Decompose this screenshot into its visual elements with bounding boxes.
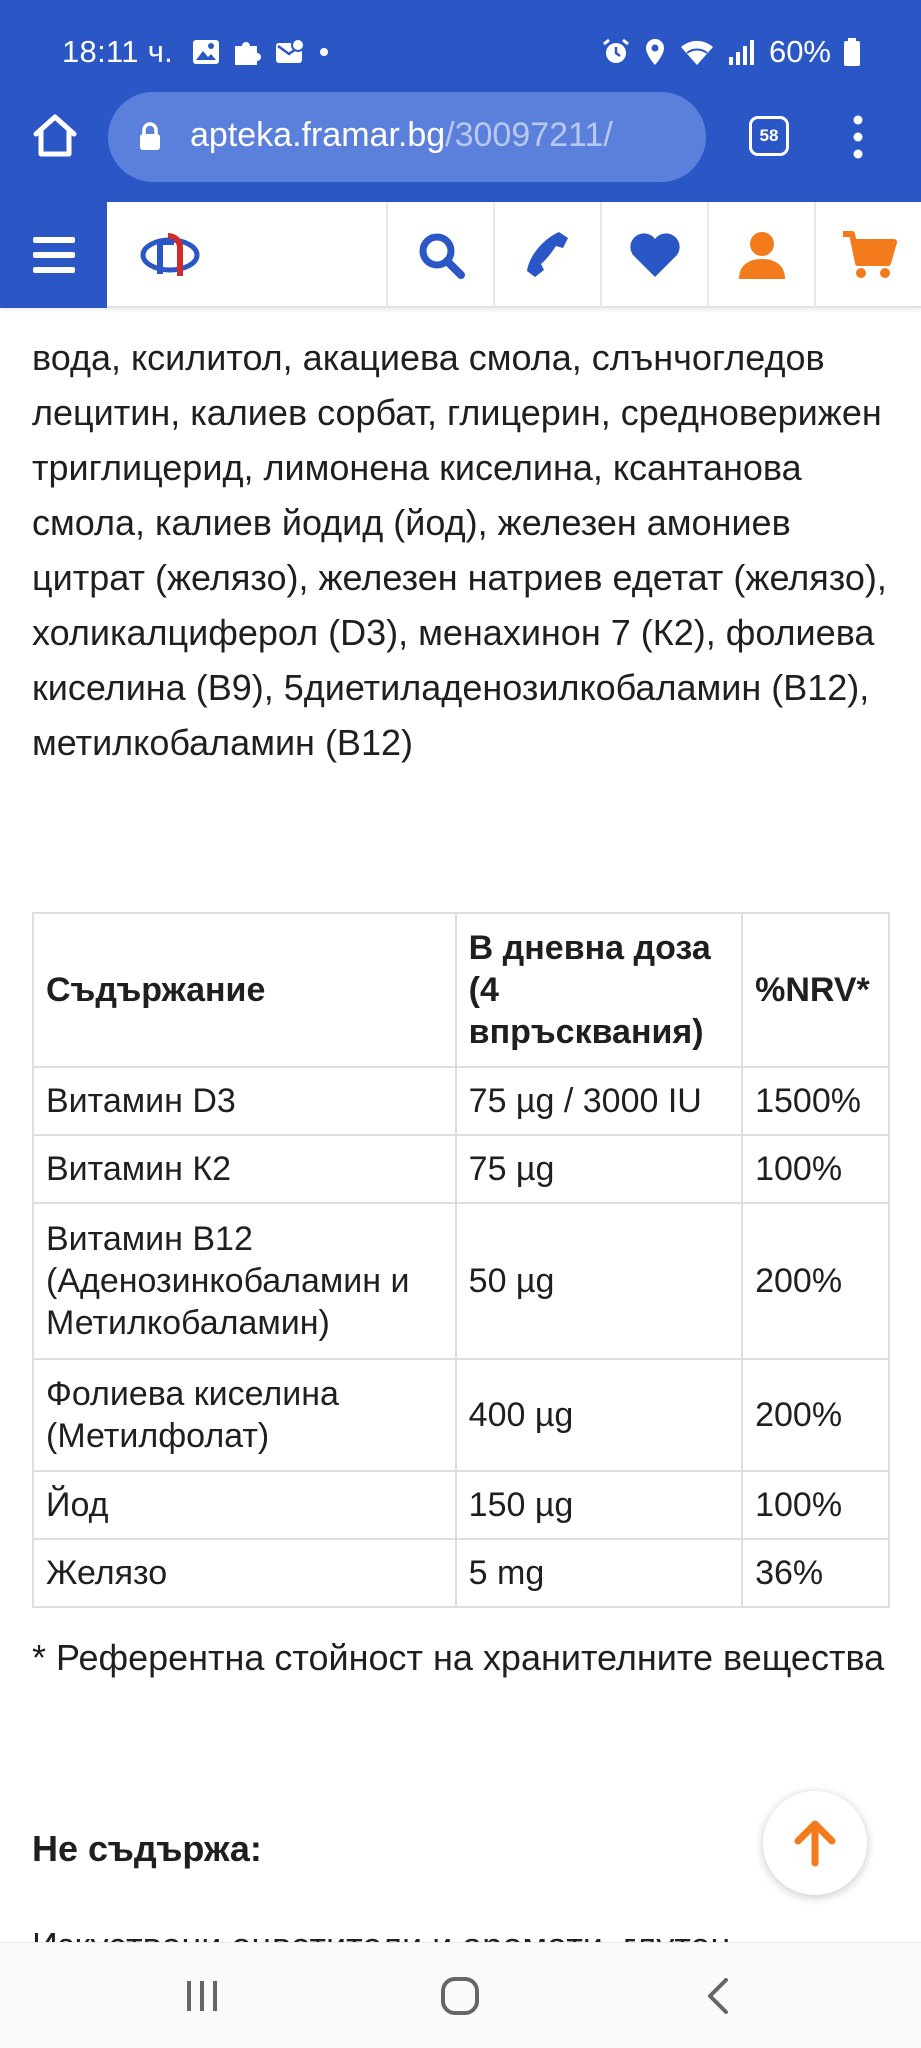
table-cell: 100% (742, 1471, 889, 1539)
framar-logo[interactable] (138, 230, 212, 280)
lock-icon (138, 122, 162, 152)
recents-button[interactable] (172, 1971, 232, 2021)
battery-percent: 60% (768, 34, 831, 69)
mail-icon (274, 37, 306, 67)
table-cell: 75 µg / 3000 IU (456, 1067, 742, 1135)
heart-icon (628, 231, 682, 279)
ingredients-text: вода, ксилитол, акациева смола, слънчогледов лецитин, калиев сорбат, глицерин, средноверижен триглицерид, лимонена киселина, ксантанова смола, калиев йодид (йод), железен амониев цитрат (желязо), железен натриев едетат (желязо), холикалциферол (D3), менахинон 7 (К2), фолиева киселина (B9), 5диетиладенозилкобаламин (B12), метилкобаламин (B12) (32, 337, 887, 763)
table-cell: Фолиева киселина (Метилфолат) (33, 1359, 456, 1471)
address-bar[interactable] (108, 92, 706, 182)
account-button[interactable] (707, 202, 814, 308)
table-cell: 100% (742, 1135, 889, 1203)
table-row (33, 1539, 889, 1607)
status-bar (0, 0, 921, 104)
table-cell: Желязо (33, 1539, 456, 1607)
more-options-icon[interactable] (846, 112, 870, 162)
table-cell: Витамин В12 (Аденозинкобаламин и Метилкобаламин) (33, 1203, 456, 1359)
table-header-row (33, 913, 889, 1067)
table-cell: Витамин D3 (33, 1067, 456, 1135)
table-header: В дневна доза (4 впръсквания) (456, 913, 742, 1067)
home-icon (440, 1976, 480, 2016)
location-icon (643, 37, 667, 67)
alarm-icon (601, 37, 631, 67)
table-cell: 75 µg (456, 1135, 742, 1203)
table-cell: Йод (33, 1471, 456, 1539)
table-row (33, 1359, 889, 1471)
signal-icon (727, 37, 757, 67)
search-button[interactable] (386, 202, 493, 308)
table-cell: 400 µg (456, 1359, 742, 1471)
table-cell: 150 µg (456, 1471, 742, 1539)
search-icon (416, 230, 466, 280)
menu-icon-line (33, 267, 75, 273)
gallery-icon (192, 39, 220, 65)
menu-button[interactable] (0, 202, 107, 308)
user-icon (736, 229, 788, 281)
home-nav-button[interactable] (430, 1971, 490, 2021)
url-host: apteka.framar.bg (190, 116, 446, 154)
back-button[interactable] (688, 1971, 748, 2021)
url-text (190, 116, 613, 155)
recents-icon (184, 1979, 220, 2013)
table-cell: Витамин К2 (33, 1135, 456, 1203)
status-system-icons (601, 34, 861, 70)
puzzle-icon (232, 37, 262, 67)
table-row (33, 1135, 889, 1203)
table-row (33, 1471, 889, 1539)
table-cell: 36% (742, 1539, 889, 1607)
nutrition-table (32, 912, 890, 1608)
phone-icon (523, 230, 573, 280)
table-cell: 5 mg (456, 1539, 742, 1607)
url-path: /30097211/ (445, 116, 613, 154)
tab-switcher-button[interactable]: 58 (749, 116, 789, 156)
battery-icon (843, 37, 861, 67)
section-text (32, 1918, 892, 1942)
browser-chrome (0, 0, 921, 202)
home-icon[interactable] (30, 110, 80, 160)
cart-icon (841, 229, 897, 281)
table-cell: 200% (742, 1359, 889, 1471)
favorites-button[interactable] (600, 202, 707, 308)
url-bar-row (0, 92, 921, 188)
status-notification-icons (192, 34, 330, 70)
dot-icon (318, 46, 330, 58)
wifi-icon (679, 37, 715, 67)
product-description (32, 330, 892, 770)
table-row (33, 1203, 889, 1359)
table-cell: 50 µg (456, 1203, 742, 1359)
system-nav-bar (0, 1942, 921, 2048)
nrv-footnote: * Референтна стойност на хранителните вещества (32, 1637, 885, 1678)
back-icon (704, 1976, 732, 2016)
scroll-to-top-button[interactable] (763, 1791, 867, 1895)
section-title: Не съдържа: (32, 1828, 262, 1869)
status-time: 18:11 ч. (62, 34, 174, 69)
phone-button[interactable] (493, 202, 600, 308)
table-header: %NRV* (742, 913, 889, 1067)
table-cell: 1500% (742, 1067, 889, 1135)
table-cell: 200% (742, 1203, 889, 1359)
table-header: Съдържание (33, 913, 456, 1067)
table-row (33, 1067, 889, 1135)
menu-icon-line (33, 237, 75, 243)
site-header (0, 202, 921, 308)
cart-button[interactable] (814, 202, 921, 308)
menu-icon-line (33, 252, 75, 258)
arrow-up-icon (793, 1819, 837, 1867)
